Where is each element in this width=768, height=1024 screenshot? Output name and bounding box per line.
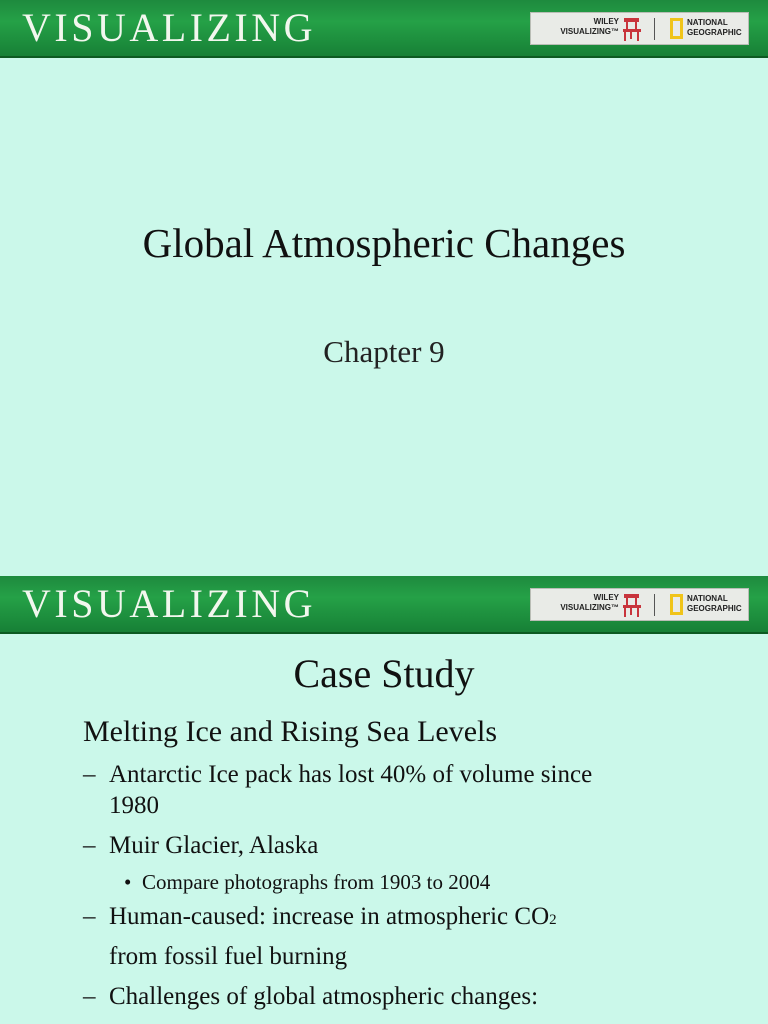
slide-title: Case Study — [293, 651, 475, 696]
banner-title: VISUALIZING — [22, 5, 317, 50]
chair-icon — [621, 592, 643, 618]
chair-icon — [621, 16, 643, 42]
list-item — [83, 759, 723, 821]
list-item-text — [109, 901, 557, 936]
slide-subtitle: Chapter 9 — [323, 334, 445, 369]
dash-bullet: – — [83, 832, 96, 859]
national-geographic-logo — [687, 18, 742, 38]
header-banner — [0, 576, 768, 634]
list-item — [83, 830, 723, 861]
dash-bullet: – — [83, 903, 96, 930]
list-item-text-cont: 1980 — [109, 792, 159, 819]
list-item-text: Antarctic Ice pack has lost 40% of volume since — [109, 761, 593, 788]
ng-logo-line1: NATIONAL — [687, 18, 728, 27]
ng-logo-line2: GEOGRAPHIC — [687, 28, 742, 37]
subscript-text: 2 — [549, 912, 557, 928]
bullet-dot: • — [124, 870, 132, 894]
dash-bullet: – — [83, 983, 96, 1010]
wiley-logo-line2: VISUALIZING™ — [560, 603, 619, 612]
wiley-visualizing-logo — [537, 17, 619, 37]
ng-logo-line1: NATIONAL — [687, 594, 728, 603]
ng-logo-line2: GEOGRAPHIC — [687, 604, 742, 613]
header-banner — [0, 0, 768, 58]
national-geographic-logo — [687, 594, 742, 614]
list-item-text: Challenges of global atmospheric changes: — [109, 983, 539, 1010]
wiley-logo-line2: VISUALIZING™ — [560, 27, 619, 36]
dash-bullet: – — [83, 761, 96, 788]
slide-title: Global Atmospheric Changes — [142, 220, 626, 266]
list-item — [83, 981, 723, 1012]
list-item-text-main: Human-caused: increase in atmospheric CO — [109, 903, 550, 930]
logo-divider — [654, 594, 655, 616]
wiley-logo-line1: WILEY — [593, 593, 619, 602]
national-geographic-icon — [670, 18, 683, 39]
list-item — [83, 901, 723, 973]
publisher-logo-box — [530, 588, 749, 621]
wiley-logo-line1: WILEY — [593, 17, 619, 26]
banner-title: VISUALIZING — [22, 581, 317, 626]
section-heading: Melting Ice and Rising Sea Levels — [83, 715, 498, 748]
publisher-logo-box — [530, 12, 749, 45]
national-geographic-icon — [670, 594, 683, 615]
sub-list-item-text: Compare photographs from 1903 to 2004 — [142, 870, 491, 894]
logo-divider — [654, 18, 655, 40]
case-study-slide — [0, 576, 768, 1024]
sub-list-item — [124, 869, 490, 895]
list-item-text: Muir Glacier, Alaska — [109, 832, 319, 859]
list-item-text-cont: from fossil fuel burning — [109, 943, 348, 970]
wiley-visualizing-logo — [537, 593, 619, 613]
